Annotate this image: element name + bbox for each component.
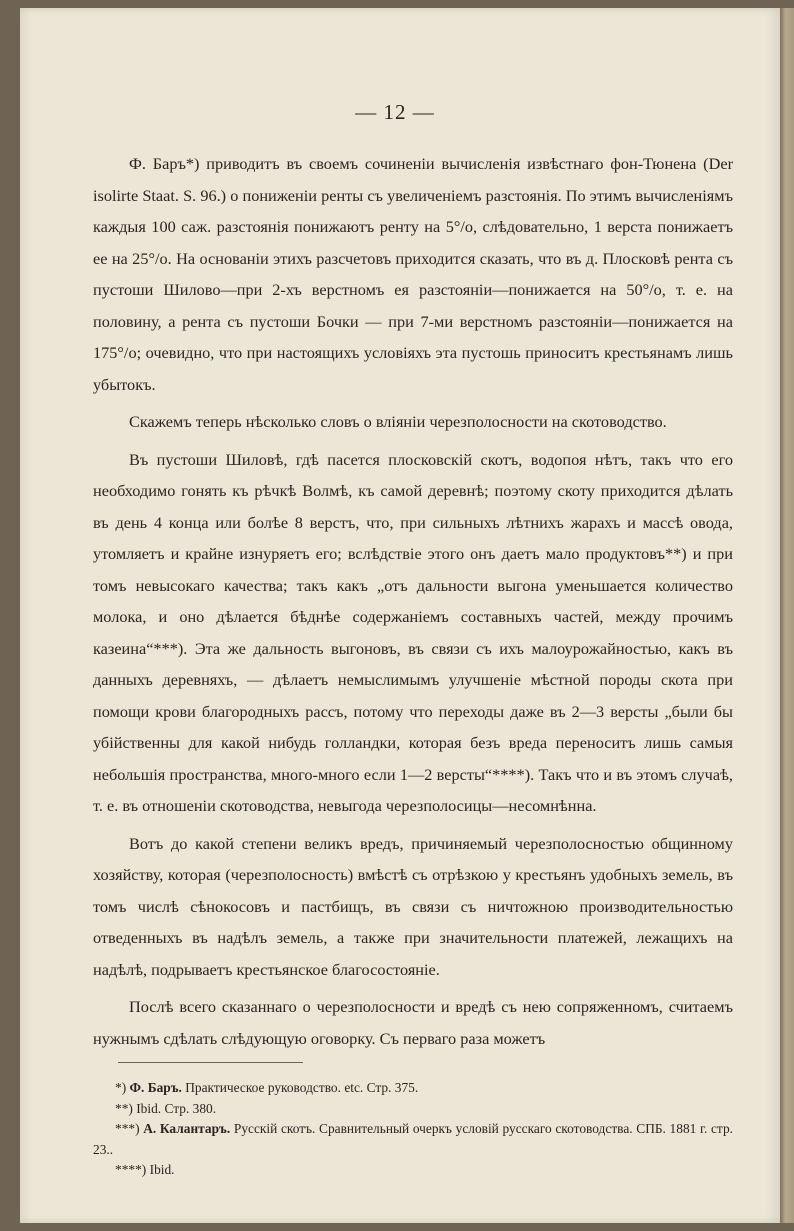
footnotes <box>93 1078 733 1181</box>
footnote <box>93 1160 733 1181</box>
footnote-text: Ibid. <box>149 1162 175 1177</box>
paragraph: Въ пустоши Шиловѣ, гдѣ пасется плосковскій скотъ, водопоя нѣтъ, такъ что его необходимо гонять къ рѣчкѣ Волмѣ, къ самой деревнѣ; поэтому скоту приходится дѣлать въ день 4 конца или болѣе 8 верстъ, что, при сильныхъ лѣтнихъ жарахъ и массѣ овода, утомляетъ и крайне изнуряетъ его; вслѣдствіе этого онъ даетъ мало продуктовъ**) и при томъ невысокаго качества; такъ какъ „отъ дальности выгона уменьшается количество молока, и оно дѣлается бѣднѣе содержаніемъ составныхъ частей, между прочимъ казеина“***). Эта же дальность выгоновъ, въ связи съ ихъ малоурожайностью, какъ въ данныхъ деревняхъ, — дѣлаетъ немыслимымъ улучшеніе мѣстной породы скота при помощи крови благородныхъ рассъ, потому что переходы даже въ 2—3 версты „были бы убійственны для какой нибудь голландки, которая безъ вреда переноситъ лишь самыя небольшія пространства, много-много если 1—2 версты“****). Такъ что и въ этомъ случаѣ, т. е. въ отношеніи скотоводства, невыгода черезполосицы—несомнѣнна. <box>93 449 733 815</box>
footnote-divider <box>118 1062 303 1063</box>
footnote <box>93 1099 733 1120</box>
paragraph: Послѣ всего сказаннаго о черезполосности и вредѣ съ нею сопряженномъ, считаемъ нужнымъ сдѣлать слѣдующую оговорку. Съ перваго раза можетъ <box>93 997 733 1048</box>
page-edge <box>780 8 794 1223</box>
paragraph: Вотъ до какой степени великъ вредъ, причиняемый черезполосностью общинному хозяйству, которая (черезполосность) вмѣстѣ съ отрѣзкою у крестьянъ удобныхъ земель, въ томъ числѣ сѣнокосовъ и пастбищъ, въ связи съ ничтожною производительностью отведенныхъ въ надѣлъ земель, а также при значительности платежей, лежащихъ на надѣлѣ, подрываетъ крестьянское благосостояніе. <box>93 833 733 979</box>
main-text <box>93 148 733 1054</box>
footnote-text: Русскій скотъ. Сравнительный очеркъ условій русскаго скотоводства. СПБ. 1881 г. стр. 23.. <box>93 1121 733 1157</box>
paragraph: Скажемъ теперь нѣсколько словъ о вліяніи черезполосности на скотоводство. <box>129 412 667 431</box>
footnote-mark: ****) <box>115 1162 147 1177</box>
footnote <box>93 1078 733 1099</box>
paragraph: Ф. Баръ*) приводитъ въ своемъ сочиненіи вычисленія извѣстнаго фон-Тюнена (Der isolirte Staat. S. 96.) о пониженіи ренты съ увеличеніемъ разстоянія. По этимъ вычисленіямъ каждыя 100 саж. разстоянія понижаютъ ренту на 5°/о, слѣдовательно, 1 верста понижаетъ ее на 25°/о. На основаніи этихъ разсчетовъ приходится сказать, что въ д. Плосковѣ рента съ пустоши Шилово—при 2-хъ верстномъ ея разстояніи—понижается на 50°/о, т. е. на половину, а рента съ пустоши Бочки — при 7-ми верстномъ разстояніи—понижается на 175°/о; очевидно, что при настоящихъ условіяхъ эта пустошь приноситъ крестьянамъ лишь убытокъ. <box>93 154 733 394</box>
footnote-text: Практическое руководство. etc. Стр. 375. <box>185 1080 419 1095</box>
footnote <box>93 1119 733 1160</box>
footnote-author: А. Калантаръ. <box>143 1121 231 1136</box>
footnote-mark: *) <box>115 1080 127 1095</box>
footnote-mark: **) <box>115 1100 133 1116</box>
page-number: — 12 — <box>355 100 435 124</box>
footnote-text: Ibid. Стр. 380. <box>136 1100 217 1116</box>
footnote-mark: ***) <box>115 1121 140 1136</box>
footnote-author: Ф. Баръ. <box>129 1080 182 1095</box>
